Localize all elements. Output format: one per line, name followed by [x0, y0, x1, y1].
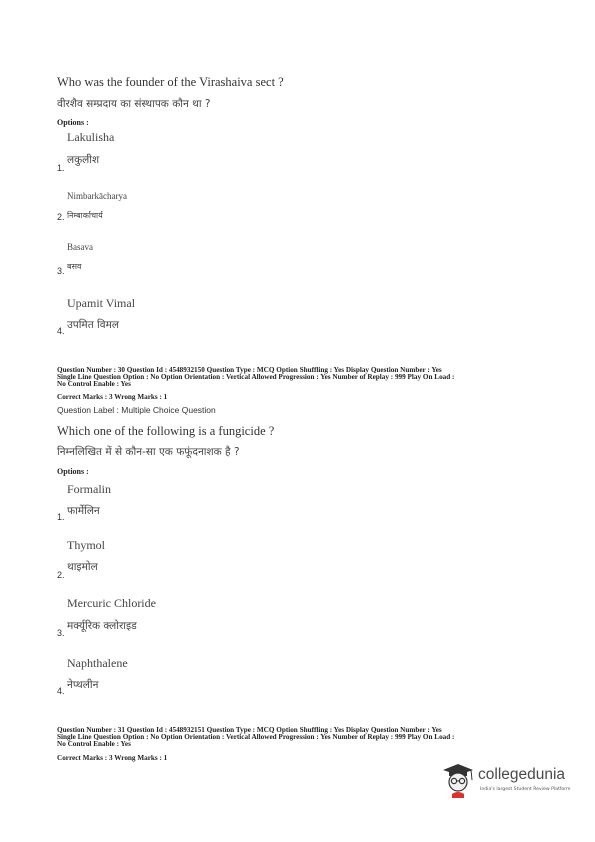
option-2-number: 2.	[57, 212, 65, 222]
marks-line: Correct Marks : 3 Wrong Marks : 1	[57, 754, 168, 762]
marks-line: Correct Marks : 3 Wrong Marks : 1	[57, 393, 168, 401]
options-label: Options :	[57, 467, 89, 476]
options-label: Options :	[57, 118, 89, 127]
option-2-hi: थाइमोल	[67, 561, 98, 573]
option-3-en: Basava	[67, 242, 93, 252]
logo-tagline: India's largest Student Review Platform	[480, 787, 571, 792]
option-4-number: 4.	[57, 326, 65, 336]
logo-wordmark: collegedunia	[478, 766, 566, 783]
option-4-en: Naphthalene	[67, 656, 128, 670]
question-text-en: Who was the founder of the Virashaiva sect ?	[57, 75, 284, 89]
option-2-en: Thymol	[67, 538, 105, 552]
mascot-icon	[440, 760, 476, 800]
option-4-hi: नेप्थलीन	[67, 679, 99, 691]
option-1-en: Formalin	[67, 482, 111, 496]
question-text-hi: निम्नलिखित में से कौन-सा एक फफूंदनाशक है ?	[57, 446, 240, 458]
option-2-en: Nimbarkācharya	[67, 191, 127, 201]
question-meta-line: No Control Enable : Yes	[57, 740, 131, 748]
option-3-hi: मर्क्यूरिक क्लोराइड	[67, 620, 137, 632]
option-4-en: Upamit Vimal	[67, 296, 136, 310]
question-text-en: Which one of the following is a fungicide ?	[57, 424, 275, 438]
option-2-hi: निम्बार्काचार्य	[67, 211, 103, 220]
option-1-hi: फार्मेलिन	[67, 505, 100, 517]
option-1-en: Lakulisha	[67, 130, 115, 144]
option-3-hi: बसव	[67, 262, 82, 271]
option-4-hi: उपमित विमल	[67, 319, 119, 331]
option-2-number: 2.	[57, 570, 65, 580]
collegedunia-logo	[440, 760, 580, 800]
option-1-number: 1.	[57, 163, 65, 173]
option-4-number: 4.	[57, 686, 65, 696]
option-3-number: 3.	[57, 266, 65, 276]
question-meta-line: Single Line Question Option : No Option Orientation : Vertical Allowed Progression : Yes Number of Replay : 999 Play On Load :	[57, 373, 455, 381]
option-3-number: 3.	[57, 628, 65, 638]
question-label: Question Label : Multiple Choice Question	[57, 405, 216, 415]
question-meta-line: Question Number : 31 Question Id : 4548932151 Question Type : MCQ Option Shuffling : Yes Display Question Number : Yes	[57, 726, 442, 734]
question-meta-line: No Control Enable : Yes	[57, 380, 131, 388]
question-text-hi: वीरशैव सम्प्रदाय का संस्थापक कौन था ?	[57, 98, 211, 110]
option-1-hi: लकुलीश	[67, 154, 100, 166]
option-1-number: 1.	[57, 512, 65, 522]
question-meta-line: Single Line Question Option : No Option Orientation : Vertical Allowed Progression : Yes Number of Replay : 999 Play On Load :	[57, 733, 455, 741]
option-3-en: Mercuric Chloride	[67, 596, 156, 610]
question-meta-line: Question Number : 30 Question Id : 4548932150 Question Type : MCQ Option Shuffling : Yes Display Question Number : Yes	[57, 366, 442, 374]
